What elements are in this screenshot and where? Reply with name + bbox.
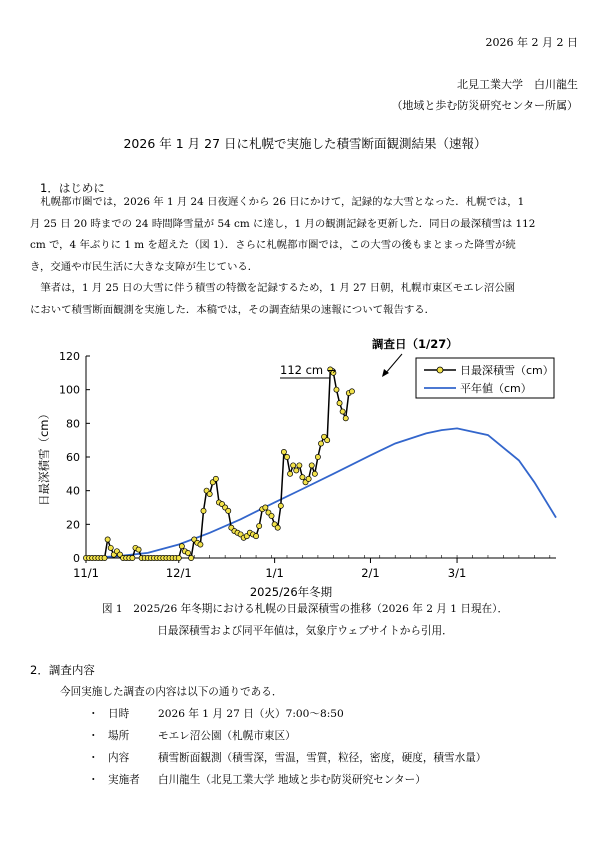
data-point: [297, 463, 302, 468]
section1-heading: 1．はじめに: [40, 181, 105, 195]
author-name: 北見工業大学 白川龍生: [457, 78, 578, 91]
x-tick-label: 1/1: [265, 566, 284, 580]
x-tick-label: 2/1: [361, 566, 380, 580]
data-point: [281, 449, 286, 454]
y-tick-label: 0: [73, 552, 80, 565]
x-axis-label: 2025/26年冬期: [249, 585, 333, 599]
data-point: [207, 491, 212, 496]
document-date: 2026 年 2 月 2 日: [485, 36, 578, 49]
item-label: 実施者: [108, 774, 140, 786]
data-point: [306, 476, 311, 481]
data-point: [334, 387, 339, 392]
figure-caption-line2: 日最深積雪および同平年値は，気象庁ウェブサイトから引用．: [157, 625, 453, 637]
author-block: [391, 74, 578, 116]
data-point: [315, 454, 320, 459]
para2-line: において積雪断面観測を実施した．本稿では，その調査結果の速報について報告する．: [30, 303, 436, 316]
para2-line: 筆者は，1 月 25 日の大雪に伴う積雪の特徴を記録するため，1 月 27 日朝，札幌市東区モエレ沼公園: [40, 282, 516, 294]
section2-heading: 2．調査内容: [30, 663, 95, 677]
survey-day-arrow-line: [385, 354, 402, 374]
item-label: 内容: [108, 752, 130, 764]
data-point: [294, 468, 299, 473]
x-tick-label: 3/1: [447, 566, 467, 580]
data-point: [287, 471, 292, 476]
section2-intro: 今回実施した調査の内容は以下の通りである．: [60, 686, 283, 698]
para1-line: 月 25 日 20 時までの 24 時間降雪量が 54 cm に達し，1 月の観測記録を更新した．同日の最深積雪は 112: [30, 217, 536, 230]
bullet: ・: [88, 708, 99, 720]
legend-normal-label: 平年値（cm）: [460, 382, 532, 395]
x-tick-label: 11/1: [73, 566, 99, 580]
data-point: [325, 438, 330, 443]
y-tick-label: 100: [59, 383, 80, 397]
snow-depth-chart: [30, 330, 570, 600]
series-normal-line: [86, 428, 556, 558]
data-point: [343, 416, 348, 421]
figure-caption-line1: 図 1 2025/26 年冬期における札幌の日最深積雪の推移（2026 年 2 月 1 日現在）．: [101, 603, 509, 615]
item-value: 2026 年 1 月 27 日（火）7:00～8:50: [158, 708, 344, 720]
y-tick-label: 60: [66, 451, 80, 464]
y-tick-label: 40: [66, 484, 80, 498]
data-point: [201, 508, 206, 513]
item-label: 日時: [108, 708, 130, 720]
data-point: [349, 389, 354, 394]
data-point: [213, 476, 218, 481]
item-label: 場所: [108, 730, 130, 742]
data-point: [318, 441, 323, 446]
data-point: [179, 544, 184, 549]
data-point: [291, 463, 296, 468]
document-title: 2026 年 1 月 27 日に札幌で実施した積雪断面観測結果（速報）: [123, 136, 487, 151]
para1-line: 札幌都市圏では，2026 年 1 月 24 日夜遅くから 26 日にかけて，記録的な大雪となった．札幌では，1: [40, 196, 525, 208]
para1-line: き，交通や市民生活に大きな支障が生じている．: [30, 260, 259, 273]
legend-observed-marker: [437, 367, 443, 373]
data-point: [176, 555, 181, 560]
data-point: [284, 454, 289, 459]
data-point: [337, 401, 342, 406]
y-axis-label: 日最深積雪（cm）: [37, 407, 51, 507]
author-affiliation: （地域と歩む防災研究センター所属）: [391, 99, 578, 112]
para1-line: cm で，4 年ぶりに 1 m を超えた（図 1）．さらに札幌都市圏では，この大雪の後もまとまった降雪が続: [30, 239, 516, 251]
bullet: ・: [88, 730, 99, 742]
survey-day-annotation: 調査日（1/27）: [372, 337, 458, 351]
data-point: [309, 463, 314, 468]
legend-observed-label: 日最深積雪（cm）: [460, 364, 554, 377]
data-point: [263, 505, 268, 510]
data-point: [253, 534, 258, 539]
data-point: [275, 525, 280, 530]
data-point: [185, 550, 190, 555]
data-point: [300, 475, 305, 480]
peak-annotation: 112 cm →: [280, 363, 337, 377]
y-tick-label: 20: [66, 518, 80, 532]
data-point: [102, 555, 107, 560]
bullet: ・: [88, 752, 99, 764]
y-tick-label: 120: [59, 350, 80, 363]
data-point: [136, 547, 141, 552]
data-point: [340, 409, 345, 414]
y-tick-label: 80: [66, 417, 80, 431]
x-tick-label: 12/1: [165, 566, 192, 580]
data-point: [269, 513, 274, 518]
data-point: [312, 471, 317, 476]
item-value: モエレ沼公園（札幌市東区）: [158, 730, 296, 742]
data-point: [257, 523, 262, 528]
data-point: [108, 545, 113, 550]
item-value: 積雪断面観測（積雪深，雪温，雪質，粒径，密度，硬度，積雪水量）: [158, 752, 487, 764]
item-value: 白川龍生（北見工業大学 地域と歩む防災研究センター）: [158, 774, 426, 786]
section1-para2: [30, 278, 582, 321]
data-point: [198, 542, 203, 547]
data-point: [130, 555, 135, 560]
data-point: [226, 508, 231, 513]
data-point: [105, 537, 110, 542]
data-point: [189, 555, 194, 560]
section1-para1: [30, 192, 582, 278]
bullet: ・: [88, 774, 99, 786]
data-point: [278, 503, 283, 508]
